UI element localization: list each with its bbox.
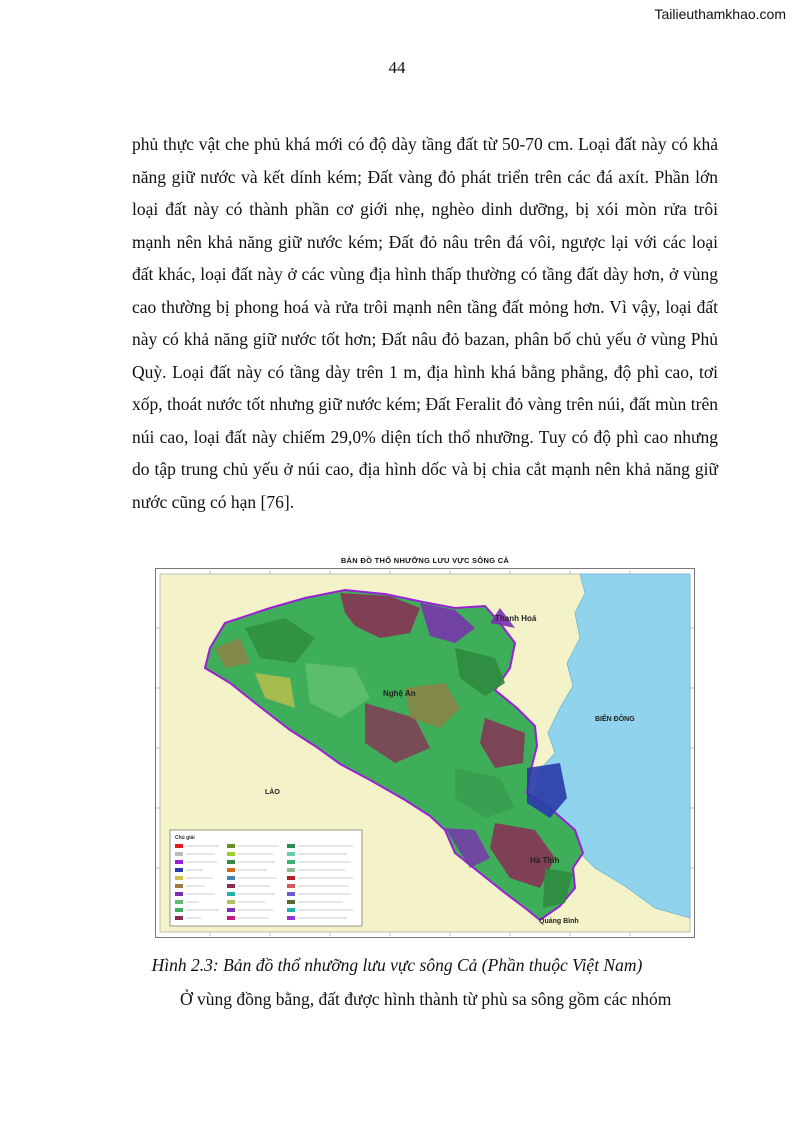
page-number: 44 — [388, 58, 406, 77]
watermark: Tailieuthamkhao.com — [654, 6, 786, 22]
body-paragraph: phủ thực vật che phủ khá mới có độ dày tầng đất từ 50-70 cm. Loại đất này có khả năng giữ nước và kết dính kém; Đất vàng đỏ phát triển trên các đá axít. Phần lớn loại đất này có thành phần cơ giới nhẹ, nghèo dinh dưỡng, bị xói mòn rửa trôi mạnh nên khả năng giữ nước kém; Đất đỏ nâu trên đá vôi, ngược lại với các loại đất khác, loại đất này ở các vùng địa hình thấp thường có tầng đất dày hơn, ở vùng cao thường bị phong hoá và rửa trôi mạnh nên tầng đất mỏng hơn. Vì vậy, loại đất này có khả năng giữ nước tốt hơn; Đất nâu đỏ bazan, phân bố chủ yếu ở vùng Phủ Quỳ. Loại đất này có tầng dày trên 1 m, địa hình khá bằng phẳng, độ phì cao, tơi xốp, thoát nước tốt nhưng giữ nước kém; Đất Feralit đỏ vàng trên núi, đất mùn trên núi cao, loại đất này chiếm 29,0% diện tích thổ nhưỡng. Tuy có độ phì cao nhưng do tập trung chủ yếu ở núi cao, địa hình dốc và bị chia cắt mạnh nên khả năng giữ nước cũng có hạn [76]. — [132, 134, 718, 512]
label-bien-dong: BIỂN ĐÔNG — [595, 716, 635, 723]
label-lao: LÀO — [265, 789, 280, 796]
map-title: BẢN ĐỒ THỔ NHƯỠNG LƯU VỰC SÔNG CẢ — [340, 556, 510, 565]
soil-map — [155, 568, 695, 938]
label-thanh-hoa: Thanh Hoá — [495, 614, 537, 623]
soil-map-figure — [155, 568, 695, 938]
body-paragraph-2: Ở vùng đồng bằng, đất được hình thành từ phù sa sông gồm các nhóm — [180, 989, 672, 1009]
label-nghe-an: Nghệ An — [383, 689, 416, 698]
legend-title: Chú giải — [175, 835, 195, 841]
label-ha-tinh: Hà Tĩnh — [530, 856, 560, 865]
map-legend — [170, 830, 362, 926]
label-quang-binh: Quảng Bình — [539, 918, 579, 925]
figure-caption: Hình 2.3: Bản đồ thổ nhưỡng lưu vực sông Cả (Phần thuộc Việt Nam) — [151, 955, 643, 975]
